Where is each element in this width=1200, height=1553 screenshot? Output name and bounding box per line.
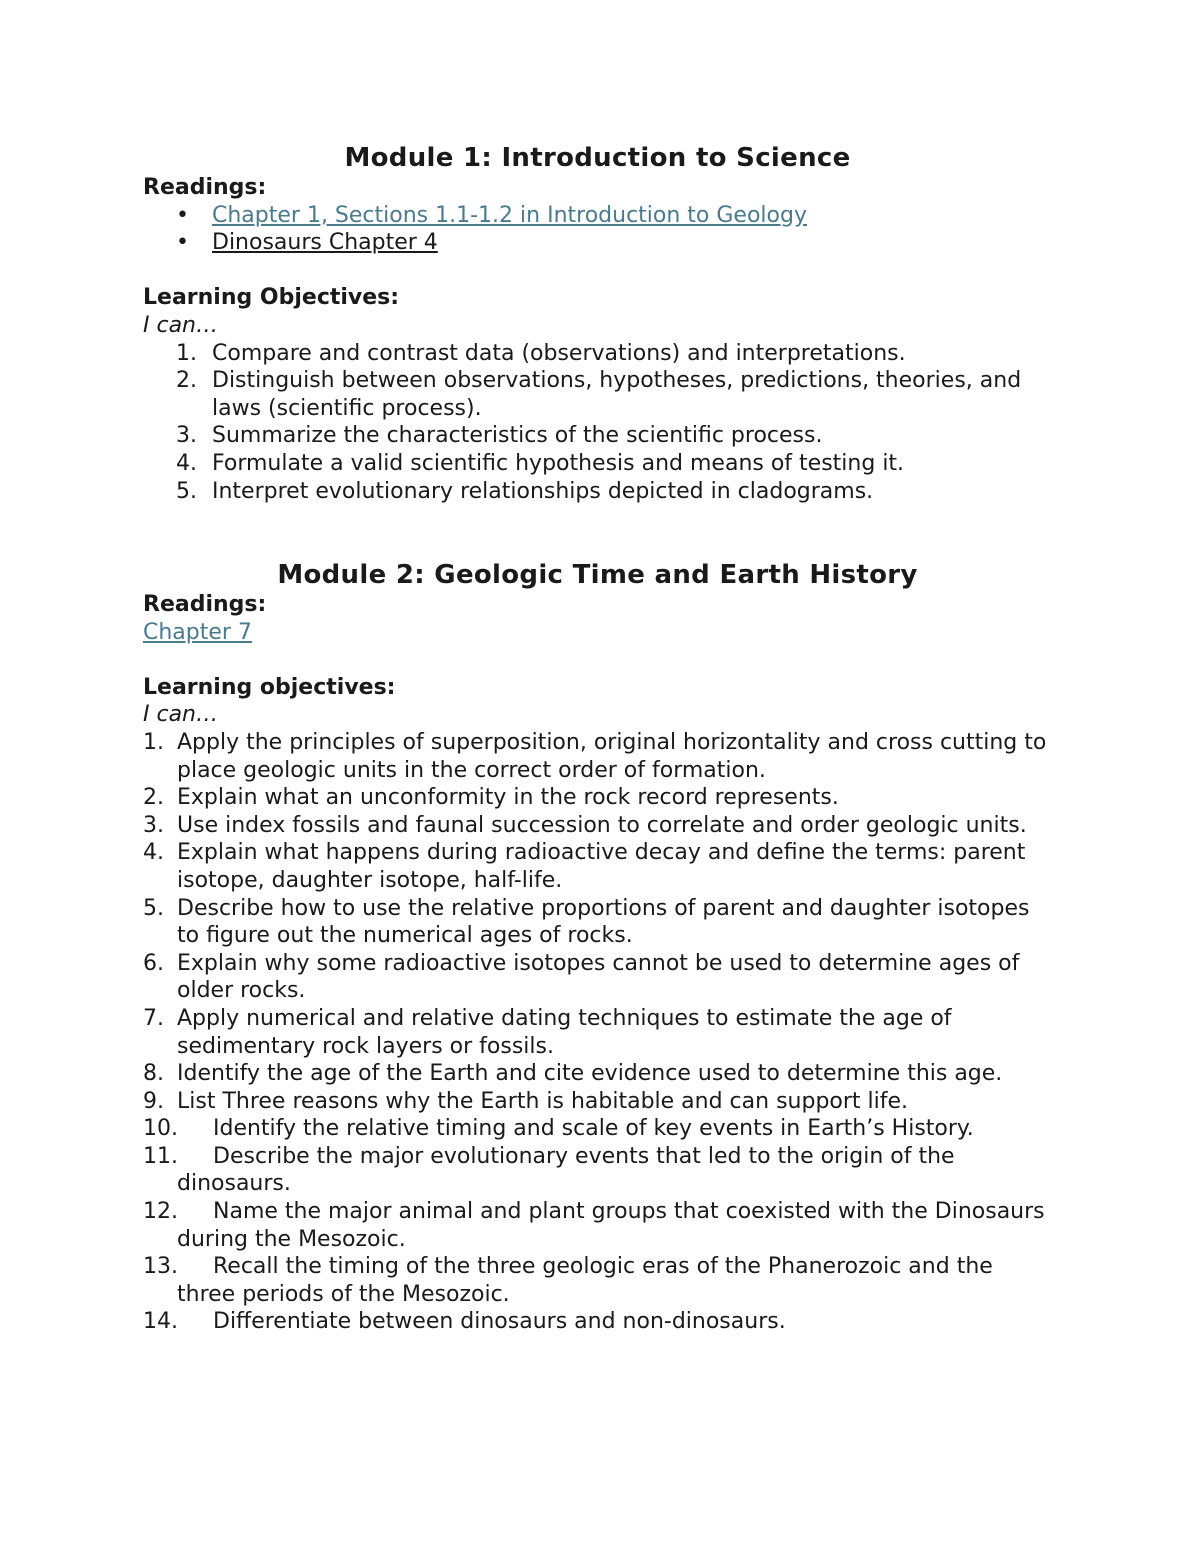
module-2-reading-line [143, 619, 1057, 647]
objective-item [143, 1253, 1057, 1308]
module-1-section [143, 142, 1057, 505]
reading-item [176, 229, 1057, 257]
objective-number: 9. [143, 1088, 164, 1114]
objective-item [143, 340, 1057, 368]
objective-number: 2. [143, 785, 164, 811]
objective-item [143, 784, 1057, 812]
module-2-section [143, 559, 1057, 1336]
reading-link-chapter-7[interactable]: Chapter 7 [143, 619, 252, 645]
objective-number: 14. [143, 1309, 178, 1335]
module-2-ican: I can… [143, 702, 219, 728]
objective-number: 3. [176, 423, 197, 449]
objective-item [143, 1143, 1057, 1198]
objective-text: Summarize the characteristics of the scientific process. [212, 423, 823, 449]
module-1-ican: I can… [143, 312, 219, 338]
objective-text: Identify the relative timing and scale of key events in Earth’s History. [213, 1116, 974, 1142]
objective-text: Use index fossils and faunal succession to correlate and order geologic units. [177, 812, 1027, 838]
objective-number: 6. [143, 950, 164, 976]
objective-item [143, 450, 1057, 478]
objective-text: Compare and contrast data (observations) and interpretations. [212, 340, 906, 366]
objective-text: Differentiate between dinosaurs and non-dinosaurs. [213, 1309, 786, 1335]
objective-text: Name the major animal and plant groups that coexisted with the Dinosaurs during the Mesozoic. [177, 1199, 1045, 1252]
objective-text: Describe the major evolutionary events that led to the origin of the dinosaurs. [177, 1143, 955, 1197]
objective-text: Apply numerical and relative dating techniques to estimate the age of sedimentary rock layers or fossils. [177, 1005, 952, 1059]
objective-item [143, 1005, 1057, 1060]
module-1-objectives-label: Learning Objectives: [143, 285, 400, 311]
objective-number: 13. [143, 1254, 178, 1280]
objective-number: 2. [176, 368, 197, 394]
objective-item [143, 950, 1057, 1005]
objective-item [143, 422, 1057, 450]
objective-number: 4. [143, 840, 164, 866]
objective-item [143, 1115, 1057, 1143]
objective-item [143, 895, 1057, 950]
module-2-objectives-label: Learning objectives: [143, 674, 396, 700]
objective-number: 5. [176, 478, 197, 504]
objective-text: Explain why some radioactive isotopes cannot be used to determine ages of older rocks. [177, 950, 1020, 1004]
objective-item [143, 1198, 1057, 1253]
objective-item [143, 1088, 1057, 1116]
objective-number: 5. [143, 895, 164, 921]
objective-item [143, 839, 1057, 894]
module-2-objectives-list [143, 729, 1057, 1336]
objective-item [143, 1308, 1057, 1336]
objective-number: 3. [143, 812, 164, 838]
module-1-readings-list [143, 202, 1057, 257]
objective-number: 11. [143, 1143, 178, 1169]
objective-number: 8. [143, 1061, 164, 1087]
module-2-title: Module 2: Geologic Time and Earth History [277, 560, 918, 590]
objective-number: 1. [143, 729, 164, 755]
objective-text: Identify the age of the Earth and cite evidence used to determine this age. [177, 1061, 1003, 1087]
module-1-title: Module 1: Introduction to Science [344, 143, 851, 173]
reading-link-dinosaurs-chapter-4[interactable]: Dinosaurs Chapter 4 [212, 230, 438, 256]
reading-item [176, 202, 1057, 230]
objective-item [143, 729, 1057, 784]
module-2-readings-label: Readings: [143, 592, 267, 617]
objective-item [143, 812, 1057, 840]
objective-text: Interpret evolutionary relationships depicted in cladograms. [212, 478, 874, 504]
objective-number: 7. [143, 1005, 164, 1031]
objective-text: Describe how to use the relative proportions of parent and daughter isotopes to figure out the numerical ages of rocks. [177, 895, 1030, 949]
objective-item [143, 367, 1057, 422]
spacer [143, 646, 1057, 674]
objective-text: List Three reasons why the Earth is habitable and can support life. [177, 1088, 909, 1114]
objective-text: Distinguish between observations, hypotheses, predictions, theories, and laws (scientific process). [212, 368, 1022, 421]
objective-text: Explain what happens during radioactive decay and define the terms: parent isotope, daughter isotope, half-life. [177, 840, 1026, 893]
objective-number: 4. [176, 450, 197, 476]
module-1-readings-label: Readings: [143, 175, 267, 200]
objective-text: Apply the principles of superposition, original horizontality and cross cutting to place geologic units in the correct order of formation. [177, 729, 1047, 783]
spacer [143, 257, 1057, 285]
bullet-icon: • [176, 230, 189, 256]
objective-text: Formulate a valid scientific hypothesis and means of testing it. [212, 450, 905, 476]
reading-link-chapter-1[interactable]: Chapter 1, Sections 1.1-1.2 in Introduction to Geology [212, 202, 807, 228]
objective-item [143, 1060, 1057, 1088]
objective-text: Explain what an unconformity in the rock record represents. [177, 785, 839, 811]
objective-number: 12. [143, 1199, 178, 1225]
module-1-objectives-list [143, 340, 1057, 506]
objective-text: Recall the timing of the three geologic eras of the Phanerozoic and the three periods of the Mesozoic. [177, 1254, 993, 1307]
objective-number: 1. [176, 340, 197, 366]
bullet-icon: • [176, 202, 189, 228]
objective-item [143, 478, 1057, 506]
objective-number: 10. [143, 1116, 178, 1142]
